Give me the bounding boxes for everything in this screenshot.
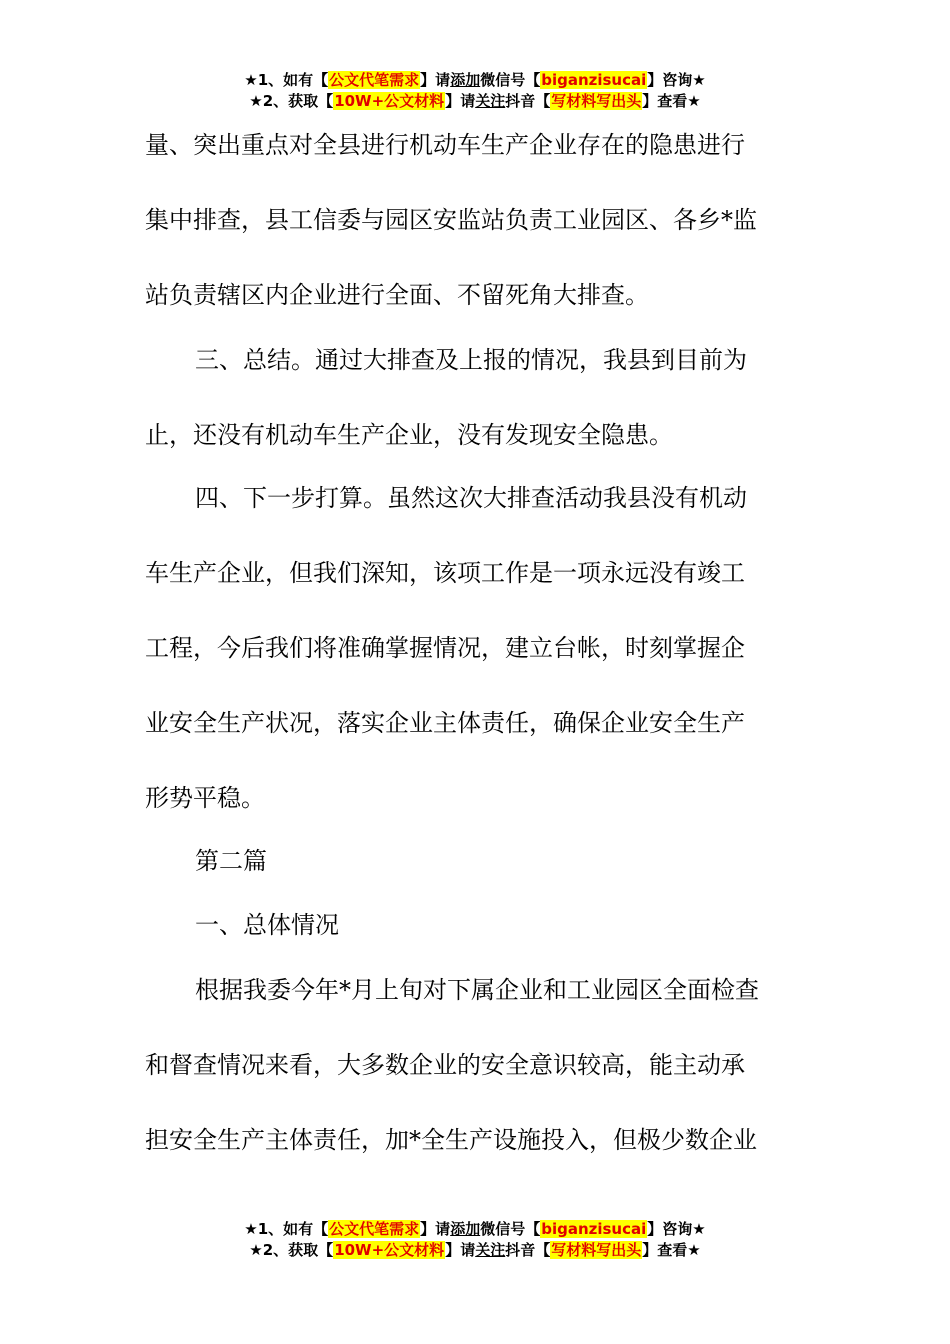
highlight-wechat-id: biganzisucai — [541, 71, 647, 89]
body-line: 和督查情况来看，大多数企业的安全意识较高，能主动承 — [145, 1051, 745, 1079]
highlight-materials: 10W+公文材料 — [334, 1241, 445, 1259]
highlight-douyin-account: 写材料写出头 — [551, 1241, 642, 1259]
part-two-title: 第二篇 — [195, 847, 267, 875]
section-3-heading-line: 三、总结。通过大排查及上报的情况，我县到目前为 — [195, 346, 747, 374]
body-line: 集中排查，县工信委与园区安监站负责工业园区、各乡*监 — [145, 206, 757, 234]
banner-line-1: ★1、如有【公文代笔需求】请添加微信号【biganzisucai】咨询★ — [244, 1220, 706, 1238]
banner-line-1: ★1、如有【公文代笔需求】请添加微信号【biganzisucai】咨询★ — [244, 71, 706, 89]
body-line: 量、突出重点对全县进行机动车生产企业存在的隐患进行 — [145, 131, 745, 159]
highlight-materials: 10W+公文材料 — [334, 92, 445, 110]
section-1-heading: 一、总体情况 — [195, 911, 339, 939]
body-line: 止，还没有机动车生产企业，没有发现安全隐患。 — [145, 421, 673, 449]
banner-line-2: ★2、获取【10W+公文材料】请关注抖音【写材料写出头】查看★ — [249, 92, 701, 110]
body-line: 根据我委今年*月上旬对下属企业和工业园区全面检查 — [195, 976, 759, 1004]
body-line: 车生产企业，但我们深知，该项工作是一项永远没有竣工 — [145, 559, 745, 587]
highlight-service: 公文代笔需求 — [329, 1220, 420, 1238]
footer-banner — [0, 1219, 950, 1261]
highlight-wechat-id: biganzisucai — [541, 1220, 647, 1238]
highlight-douyin-account: 写材料写出头 — [551, 92, 642, 110]
body-line: 业安全生产状况，落实企业主体责任，确保企业安全生产 — [145, 709, 745, 737]
section-4-heading-line: 四、下一步打算。虽然这次大排查活动我县没有机动 — [195, 484, 747, 512]
highlight-service: 公文代笔需求 — [329, 71, 420, 89]
body-line: 担安全生产主体责任，加*全生产设施投入，但极少数企业 — [145, 1126, 757, 1154]
body-line: 站负责辖区内企业进行全面、不留死角大排查。 — [145, 281, 649, 309]
header-banner — [0, 70, 950, 112]
body-line: 工程，今后我们将准确掌握情况，建立台帐，时刻掌握企 — [145, 634, 745, 662]
banner-line-2: ★2、获取【10W+公文材料】请关注抖音【写材料写出头】查看★ — [249, 1241, 701, 1259]
body-line: 形势平稳。 — [145, 784, 265, 812]
